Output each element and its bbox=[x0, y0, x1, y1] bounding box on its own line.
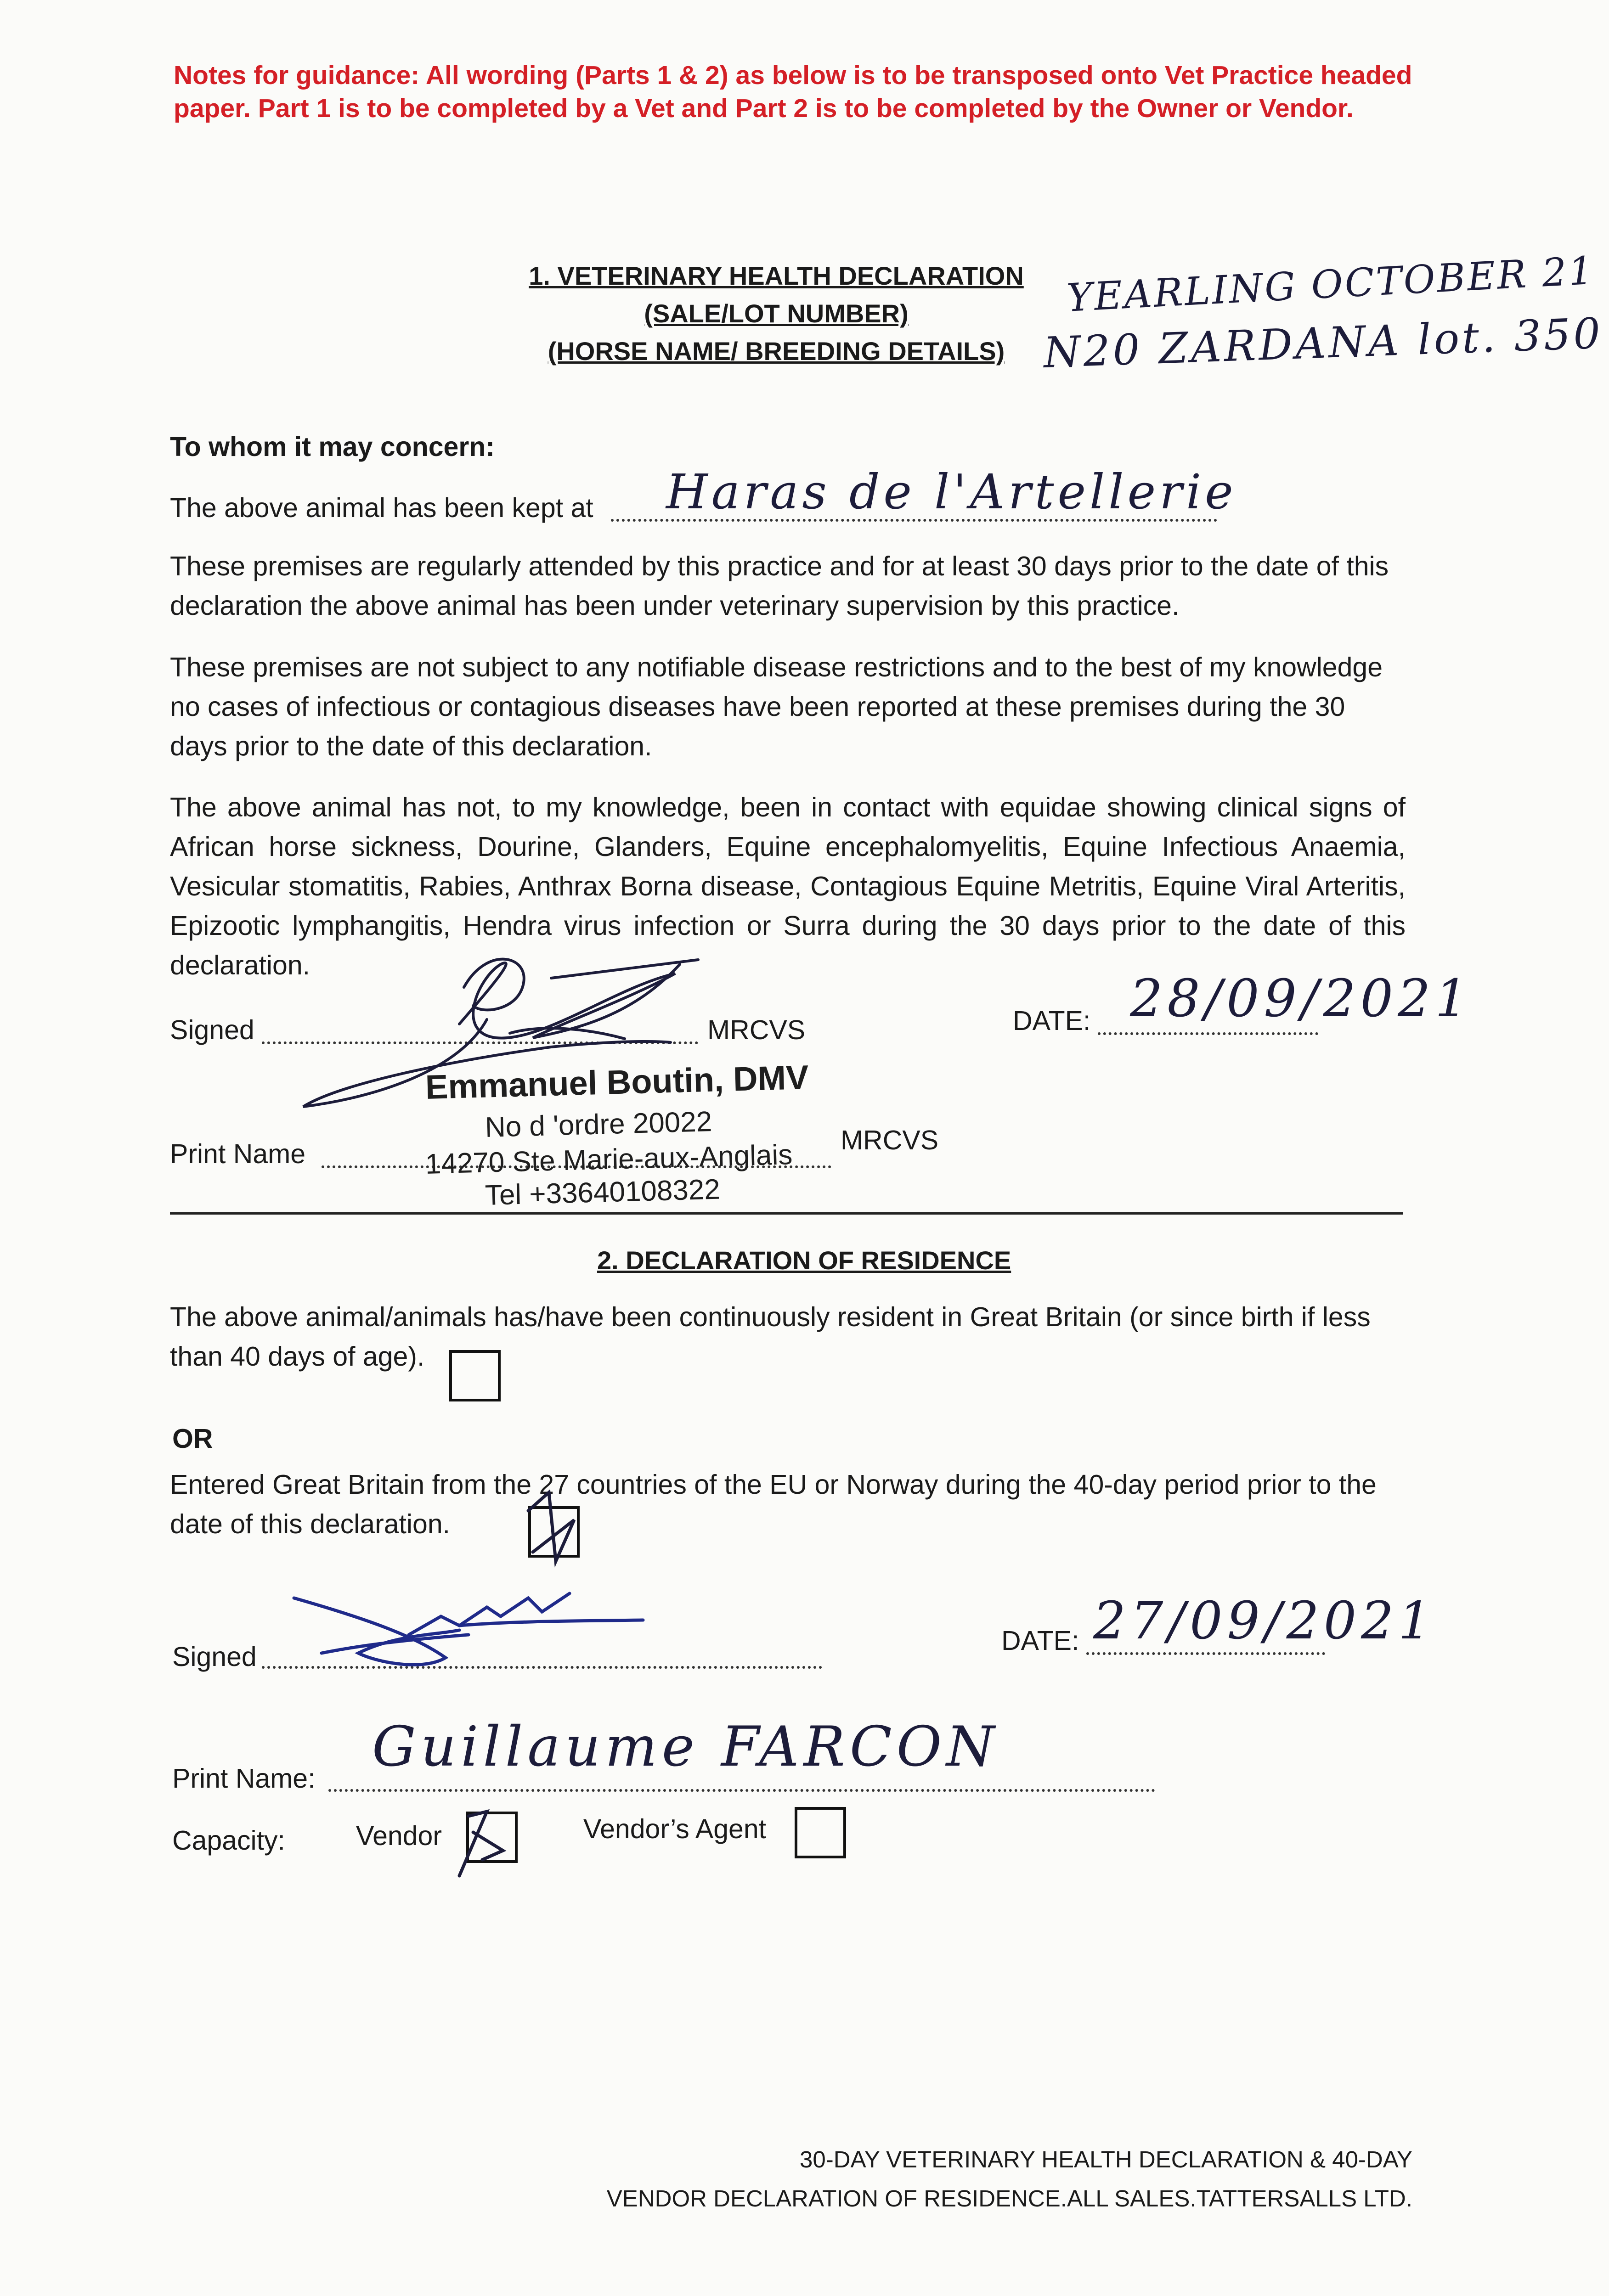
or-label: OR bbox=[172, 1424, 213, 1454]
paragraph-premises: These premises are not subject to any notifiable disease restrictions and to the best of my knowledge no cases of infectious or contagious diseases have been reported at these premises during the 30 days prior to the date of this declaration. bbox=[170, 652, 1383, 761]
residence-option2-text: Entered Great Britain from the 27 countries of the EU or Norway during the 40-day period prior to the date of this declaration. bbox=[170, 1469, 1377, 1539]
kept-at-label: The above animal has been kept at bbox=[170, 493, 593, 523]
vet-signed-label: Signed bbox=[170, 1015, 254, 1045]
owner-signed-label: Signed bbox=[172, 1642, 257, 1672]
owner-print-name-label: Print Name: bbox=[172, 1763, 316, 1794]
owner-print-name-handwritten: Guillaume FARCON bbox=[372, 1715, 999, 1779]
vet-print-name-label: Print Name bbox=[170, 1139, 306, 1169]
option2-check-mark bbox=[528, 1492, 574, 1561]
footer-line2: VENDOR DECLARATION OF RESIDENCE.ALL SALES.TATTERSALLS LTD. bbox=[606, 2185, 1412, 2212]
paragraph-supervision: These premises are regularly attended by this practice and for at least 30 days prior to the date of this declaration the above animal has been under veterinary supervision by this practice. bbox=[170, 551, 1389, 621]
footer-line1: 30-DAY VETERINARY HEALTH DECLARATION & 40-DAY bbox=[800, 2146, 1412, 2172]
part2-heading: 2. DECLARATION OF RESIDENCE bbox=[597, 1246, 1011, 1275]
owner-date-handwritten: 27/09/2021 bbox=[1093, 1591, 1436, 1651]
vet-print-mrcvs-label: MRCVS bbox=[841, 1125, 939, 1155]
vet-stamp-ordre: No d 'ordre 20022 bbox=[485, 1106, 713, 1143]
paragraph-diseases: The above animal has not, to my knowledge, been in contact with equidae showing clinical signs of African horse sickness, Dourine, Glanders, Equine encephalomyelitis, Equine Infectious Anaemia, Vesicular stomatitis, Rabies, Anthrax Borna disease, Contagious Equine Metritis, Equine Viral Arteritis, Epizootic lymphangitis, Hendra virus infection or Surra during the 30 days prior to the date of this declaration. bbox=[170, 792, 1406, 980]
sale-handwritten: YEARLING OCTOBER 21 bbox=[1066, 248, 1596, 321]
horse-details-label: (HORSE NAME/ BREEDING DETAILS) bbox=[548, 337, 1005, 366]
residence-option1-text: The above animal/animals has/have been continuously resident in Great Britain (or since birth if less than 40 days of age). bbox=[170, 1302, 1371, 1372]
kept-at-handwritten: Haras de l'Artellerie bbox=[666, 464, 1237, 520]
owner-date-label: DATE: bbox=[1001, 1626, 1079, 1656]
vet-stamp-tel: Tel +33640108322 bbox=[485, 1173, 721, 1211]
part1-heading: 1. VETERINARY HEALTH DECLARATION bbox=[529, 261, 1024, 290]
vet-date-handwritten: 28/09/2021 bbox=[1130, 969, 1473, 1029]
guidance-notes: Notes for guidance: All wording (Parts 1 & 2) as below is to be transposed onto Vet Practice headed paper. Part 1 is to be completed by a Vet and Part 2 is to be completed by the Owner or Vendor. bbox=[174, 61, 1412, 123]
to-whom-heading: To whom it may concern: bbox=[170, 432, 495, 462]
capacity-label: Capacity: bbox=[172, 1825, 285, 1856]
sale-lot-label: (SALE/LOT NUMBER) bbox=[644, 299, 909, 328]
vendor-label: Vendor bbox=[356, 1821, 442, 1851]
vendor-check-mark bbox=[459, 1812, 503, 1876]
vet-stamp-name: Emmanuel Boutin, DMV bbox=[425, 1058, 809, 1106]
vet-date-label: DATE: bbox=[1013, 1006, 1091, 1036]
vet-signature bbox=[303, 959, 698, 1107]
vet-mrcvs-label: MRCVS bbox=[707, 1015, 806, 1045]
owner-signature bbox=[294, 1593, 643, 1665]
vendors-agent-label: Vendor’s Agent bbox=[583, 1814, 767, 1844]
vet-stamp-address: 14270 Ste Marie-aux-Anglais bbox=[425, 1139, 793, 1180]
horse-handwritten: N20 ZARDANA lot. 350 bbox=[1043, 309, 1604, 377]
